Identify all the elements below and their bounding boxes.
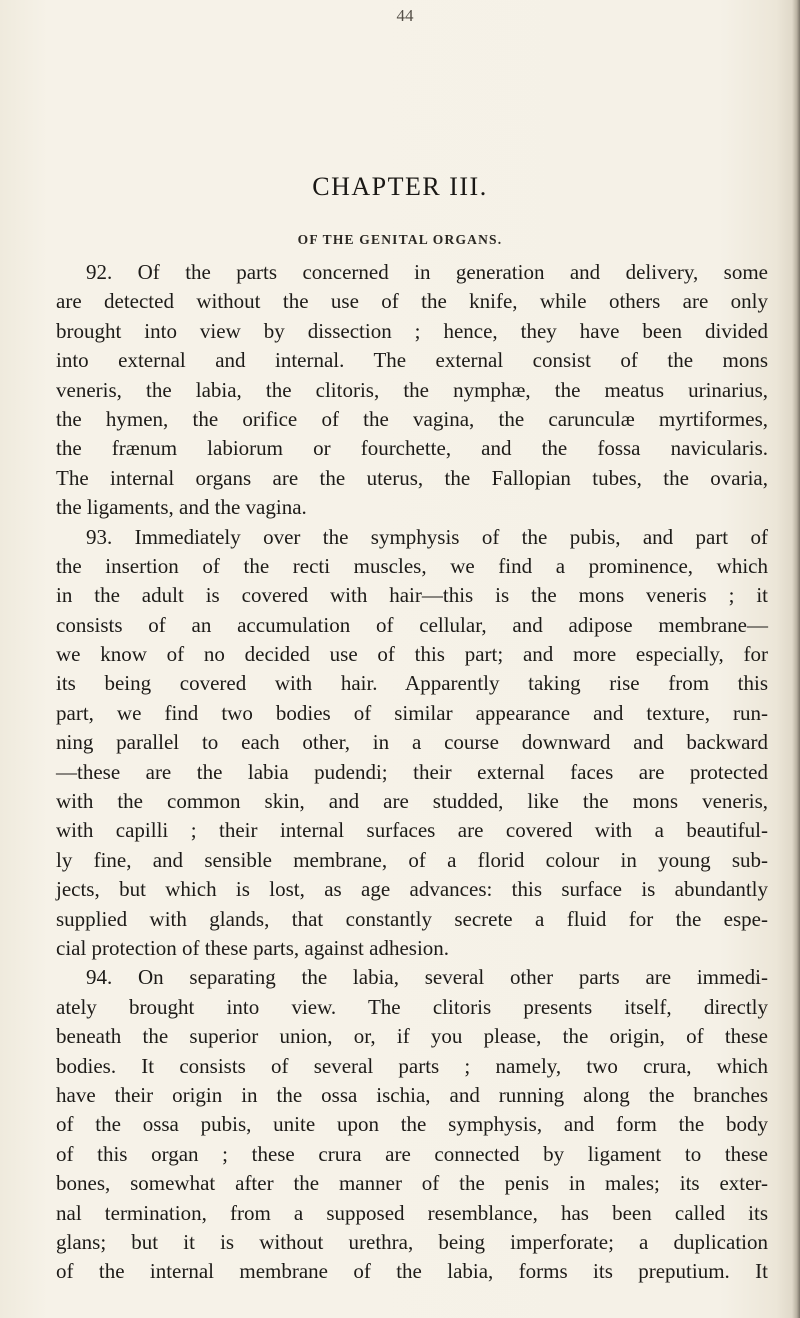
text-line: with the common skin, and are studded, like the mons veneris,	[56, 789, 768, 814]
text-line: veneris, the labia, the clitoris, the nymphæ, the meatus urinarius,	[56, 377, 768, 402]
text-line: the ligaments, and the vagina.	[56, 495, 307, 520]
text-line: 94. On separating the labia, several other parts are immedi-	[86, 965, 768, 990]
text-line: cial protection of these parts, against adhesion.	[56, 935, 450, 960]
text-line: jects, but which is lost, as age advances: this surface is abundantly	[56, 877, 768, 902]
text-line: 93. Immediately over the symphysis of the pubis, and part of	[86, 524, 768, 549]
text-line: glans; but it is without urethra, being imperforate; a duplication	[56, 1229, 768, 1254]
text-line: part, we find two bodies of similar appearance and texture, run-	[56, 700, 768, 725]
text-line: the hymen, the orifice of the vagina, the carunculæ myrtiformes,	[56, 406, 768, 431]
text-line: The internal organs are the uterus, the Fallopian tubes, the ovaria,	[56, 465, 768, 490]
chapter-title: CHAPTER III.	[312, 172, 488, 201]
text-line: 92. Of the parts concerned in generation and delivery, some	[86, 260, 768, 284]
text-line: in the adult is covered with hair—this is the mons veneris ; it	[56, 583, 768, 608]
text-line: have their origin in the ossa ischia, and running along the branches	[56, 1082, 768, 1107]
text-line: ately brought into view. The clitoris presents itself, directly	[56, 994, 768, 1019]
text-line: into external and internal. The external consist of the mons	[56, 348, 768, 373]
text-line: supplied with glands, that constantly secrete a fluid for the espe-	[56, 906, 768, 931]
chapter-subtitle: OF THE GENITAL ORGANS.	[297, 232, 503, 247]
text-line: bodies. It consists of several parts ; namely, two crura, which	[56, 1053, 768, 1078]
body-text	[56, 258, 768, 1287]
text-line: brought into view by dissection ; hence, they have been divided	[56, 318, 768, 343]
text-line: ly fine, and sensible membrane, of a florid colour in young sub-	[56, 847, 768, 872]
text-line: of this organ ; these crura are connected by ligament to these	[56, 1141, 768, 1166]
text-line: the insertion of the recti muscles, we find a prominence, which	[56, 553, 768, 578]
text-line: of the internal membrane of the labia, forms its preputium. It	[56, 1259, 768, 1284]
text-line: we know of no decided use of this part; and more especially, for	[56, 642, 768, 667]
text-line: ning parallel to each other, in a course downward and backward	[56, 730, 768, 755]
page-number: 44	[396, 6, 414, 25]
text-line: the frænum labiorum or fourchette, and the fossa navicularis.	[56, 436, 768, 461]
text-line: —these are the labia pudendi; their external faces are protected	[56, 759, 768, 784]
text-line: beneath the superior union, or, if you please, the origin, of these	[56, 1024, 768, 1049]
text-line: with capilli ; their internal surfaces are covered with a beautiful-	[56, 818, 768, 843]
text-line: consists of an accumulation of cellular, and adipose membrane—	[56, 612, 768, 637]
text-line: of the ossa pubis, unite upon the symphysis, and form the body	[56, 1112, 768, 1137]
text-line: its being covered with hair. Apparently taking rise from this	[56, 671, 768, 696]
text-line: nal termination, from a supposed resemblance, has been called its	[56, 1200, 768, 1225]
text-line: bones, somewhat after the manner of the penis in males; its exter-	[56, 1171, 768, 1196]
text-line: are detected without the use of the knife, while others are only	[56, 289, 768, 314]
